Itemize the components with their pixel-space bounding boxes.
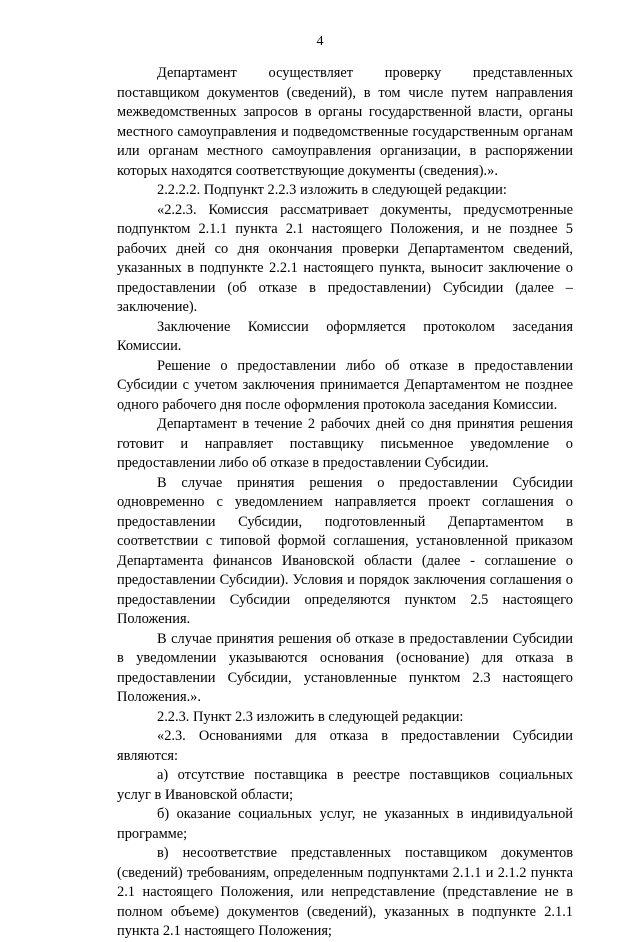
paragraph: Решение о предоставлении либо об отказе в предоставлении Субсидии с учетом заключения принимается Департаментом не позднее одного рабочего дня после оформления протокола заседания Комиссии.	[117, 357, 573, 413]
list-item: б) оказание социальных услуг, не указанных в индивидуальной программе;	[117, 806, 573, 842]
paragraph: В случае принятия решения об отказе в предоставлении Субсидии в уведомлении указываются основания (основание) для отказа в предоставлении Субсидии, установленные пунктом 2.3 настоящего Положения.».	[117, 630, 573, 705]
document-body	[117, 64, 573, 942]
paragraph: 2.2.3. Пункт 2.3 изложить в следующей редакции:	[157, 708, 464, 725]
paragraph: 2.2.2.2. Подпункт 2.2.3 изложить в следующей редакции:	[157, 182, 507, 198]
list-item: в) несоответствие представленных поставщиком документов (сведений) требованиям, определенным подпунктами 2.1.1 и 2.1.2 пункта 2.1 настоящего Положения, или непредставление (представление не в полном объеме) документов (сведений), указанных в подпункте 2.1.1 пункта 2.1 настоящего Положения;	[117, 845, 573, 939]
paragraph: Заключение Комиссии оформляется протоколом заседания Комиссии.	[117, 318, 573, 354]
paragraph: «2.2.3. Комиссия рассматривает документы, предусмотренные подпунктом 2.1.1 пункта 2.1 настоящего Положения, и не позднее 5 рабочих дней со дня окончания проверки Департаментом сведений, указанных в подпункте 2.2.1 настоящего пункта, выносит заключение о предоставлении (об отказе в предоставлении) Субсидии (далее – заключение).	[117, 201, 573, 315]
paragraph: Департамент в течение 2 рабочих дней со дня принятия решения готовит и направляет поставщику письменное уведомление о предоставлении либо об отказе в предоставлении Субсидии.	[117, 416, 573, 471]
paragraph: Департамент осуществляет проверку представленных поставщиком документов (сведений), в том числе путем направления межведомственных запросов в органы государственной власти, органы местного самоуправления и подведомственные государственным органам или органам местного самоуправления организации, в распоряжении которых находятся соответствующие документы (сведения).».	[117, 65, 573, 179]
list-item: а) отсутствие поставщика в реестре поставщиков социальных услуг в Ивановской области;	[117, 767, 573, 803]
paragraph: В случае принятия решения о предоставлении Субсидии одновременно с уведомлением направляется проект соглашения о предоставлении Субсидии, подготовленный Департаментом в соответствии с типовой формой соглашения, установленной приказом Департамента финансов Ивановской области (далее - соглашение о предоставлении Субсидии). Условия и порядок заключения соглашения о предоставлении Субсидии определяются пунктом 2.5 настоящего Положения.	[117, 474, 573, 627]
page-number: 4	[316, 34, 324, 49]
paragraph: «2.3. Основаниями для отказа в предоставлении Субсидии являются:	[117, 728, 573, 764]
